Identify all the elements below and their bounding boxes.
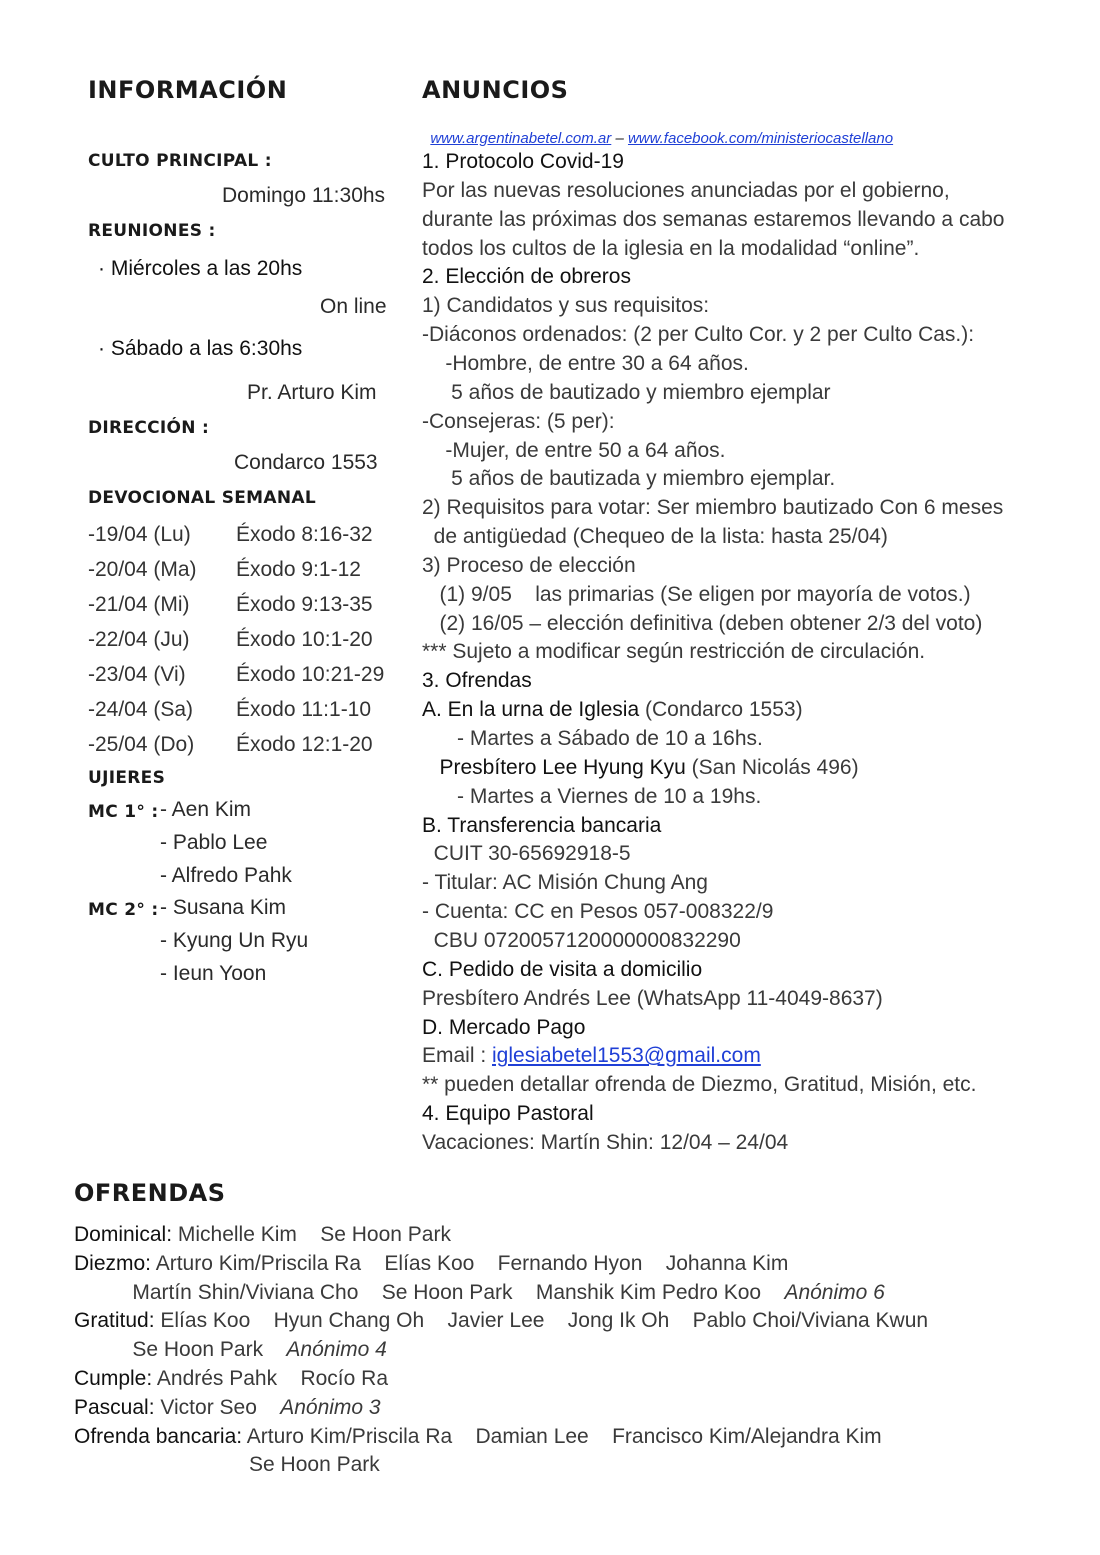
- devocional-ref-text: Éxodo 8:16-32: [236, 523, 373, 546]
- anuncio-line: [422, 897, 773, 926]
- anuncio-text: CUIT 30-65692918-5: [422, 842, 631, 866]
- anuncios-title: ANUNCIOS: [422, 76, 569, 104]
- devocional-ref-text: Éxodo 10:21-29: [236, 663, 385, 686]
- anuncio-text: - Martes a Viernes de 10 a 19hs.: [422, 784, 762, 808]
- facebook-link[interactable]: www.facebook.com/ministeriocastellano: [627, 130, 894, 147]
- anuncio-text: (2) 16/05 – elección definitiva (deben obtener 2/3 del voto): [422, 611, 983, 635]
- anuncio-text: Vacaciones: Martín Shin: 12/04 – 24/04: [422, 1130, 789, 1154]
- anuncio-line: [422, 349, 749, 378]
- ofrenda-names: Michelle Kim Se Hoon Park: [172, 1223, 451, 1246]
- email-link[interactable]: iglesiabetel1553@gmail.com: [492, 1044, 761, 1068]
- devocional-ref-text: Éxodo 9:13-35: [236, 593, 373, 616]
- ofrenda-row: [74, 1450, 380, 1479]
- devocional-ref-text: Éxodo 12:1-20: [236, 733, 373, 756]
- devocional-ref: [236, 625, 373, 654]
- reunion-1-note: On line: [320, 295, 387, 318]
- devocional-row: [88, 695, 193, 724]
- anuncio-text: (1) 9/05 las primarias (Se eligen por mayoría de votos.): [422, 582, 971, 606]
- anuncio-heading: [422, 753, 859, 782]
- ofrenda-names: Se Hoon Park: [74, 1338, 287, 1362]
- mc1-name: - Pablo Lee: [160, 831, 268, 854]
- anuncio-heading: [422, 262, 631, 291]
- anuncio-text: D. Mercado Pago: [422, 1015, 586, 1039]
- devocional-row: [88, 625, 190, 654]
- anuncio-text: CBU 0720057120000000832290: [422, 928, 741, 952]
- ofrenda-row: [74, 1364, 388, 1393]
- anuncio-text: 5 años de bautizado y miembro ejemplar: [422, 380, 831, 404]
- devocional-label: DEVOCIONAL SEMANAL: [88, 488, 316, 508]
- ofrenda-row: [74, 1278, 885, 1307]
- devocional-ref: [236, 660, 384, 689]
- anuncio-line: [422, 464, 835, 493]
- devocional-row: [88, 520, 191, 549]
- anuncio-line: [422, 782, 761, 811]
- ofrenda-names: Victor Seo: [154, 1395, 281, 1419]
- devocional-ref: [236, 520, 373, 549]
- anuncio-text: 4. Equipo Pastoral: [422, 1102, 594, 1126]
- anuncio-line: [422, 1041, 761, 1070]
- devocional-ref-text: Éxodo 9:1-12: [236, 558, 361, 581]
- anuncio-text: - Cuenta: CC en Pesos 057-008322/9: [422, 900, 774, 924]
- ujieres-label: UJIERES: [88, 768, 166, 788]
- anuncio-heading: [422, 1099, 594, 1128]
- anuncio-text: de antigüedad (Chequeo de la lista: hasta 25/04): [422, 525, 888, 549]
- ofrenda-row: [74, 1249, 788, 1278]
- reunion-2: · Sábado a las 6:30hs: [98, 337, 303, 360]
- devocional-row: [88, 555, 197, 584]
- culto-time: Domingo 11:30hs: [222, 184, 386, 207]
- ofrenda-category: Diezmo:: [74, 1251, 152, 1275]
- anuncio-line: [422, 436, 726, 465]
- devocional-date: -20/04 (Ma): [88, 558, 197, 581]
- anuncio-text: Email :: [422, 1044, 493, 1068]
- anuncio-text: -Hombre, de entre 30 a 64 años.: [422, 351, 749, 375]
- anuncio-text: -Mujer, de entre 50 a 64 años.: [422, 438, 726, 462]
- ofrenda-anonymous: Anónimo 4: [286, 1338, 387, 1362]
- anuncio-line: [422, 724, 763, 753]
- mc2-name: - Kyung Un Ryu: [160, 929, 309, 952]
- info-title: INFORMACIÓN: [88, 76, 288, 104]
- anuncio-line: [422, 522, 888, 551]
- anuncio-text: 3) Proceso de elección: [422, 553, 636, 577]
- anuncio-text: durante las próximas dos semanas estaremos llevando a cabo: [422, 207, 1005, 231]
- devocional-ref-text: Éxodo 10:1-20: [236, 628, 373, 651]
- culto-label: CULTO PRINCIPAL :: [88, 151, 272, 171]
- ofrenda-row: [74, 1335, 387, 1364]
- anuncio-line: [422, 580, 971, 609]
- devocional-date: -23/04 (Vi): [88, 663, 186, 686]
- anuncio-line: [422, 1070, 976, 1099]
- reunion-1: · Miércoles a las 20hs: [98, 257, 303, 280]
- link-separator: –: [611, 130, 628, 147]
- anuncio-line: [422, 176, 950, 205]
- anuncio-text: *** Sujeto a modificar según restricción de circulación.: [422, 640, 926, 664]
- anuncio-heading: [422, 147, 624, 176]
- website-link[interactable]: www.argentinabetel.com.ar: [430, 130, 612, 147]
- ofrenda-category: Dominical:: [74, 1223, 173, 1246]
- ofrenda-category: Gratitud:: [74, 1309, 155, 1333]
- anuncio-line: [422, 609, 982, 638]
- mc1-name: - Alfredo Pahk: [160, 864, 292, 887]
- direccion-label: DIRECCIÓN :: [88, 418, 210, 438]
- anuncio-text: -Diáconos ordenados: (2 per Culto Cor. y 2 per Culto Cas.):: [422, 323, 975, 347]
- devocional-date: -24/04 (Sa): [88, 698, 194, 721]
- ofrenda-names: Martín Shin/Viviana Cho Se Hoon Park Manshik Kim Pedro Koo: [74, 1280, 785, 1304]
- devocional-row: [88, 590, 190, 619]
- links-row: [422, 113, 893, 147]
- devocional-date: -21/04 (Mi): [88, 593, 190, 616]
- anuncio-line: [422, 868, 708, 897]
- ofrenda-names: Se Hoon Park: [74, 1453, 380, 1477]
- anuncio-text: 1) Candidatos y sus requisitos:: [422, 294, 710, 318]
- mc2-name: - Ieun Yoon: [160, 962, 267, 985]
- ofrenda-names: Arturo Kim/Priscila Ra Elías Koo Fernando Hyon Johanna Kim: [151, 1251, 789, 1275]
- anuncio-line: [422, 407, 615, 436]
- anuncio-heading: [422, 695, 803, 724]
- mc1-label: MC 1° :: [88, 802, 159, 822]
- anuncio-text: 2. Elección de obreros: [422, 265, 631, 289]
- devocional-row: [88, 730, 194, 759]
- ofrenda-anonymous: Anónimo 6: [784, 1280, 885, 1304]
- anuncio-text: Presbítero Andrés Lee (WhatsApp 11-4049-8637): [422, 986, 883, 1010]
- ofrenda-names: Andrés Pahk Rocío Ra: [152, 1367, 388, 1390]
- anuncio-line: [422, 205, 1004, 234]
- anuncio-text: 5 años de bautizada y miembro ejemplar.: [422, 467, 836, 491]
- devocional-list: [88, 520, 398, 770]
- anuncio-line: [422, 378, 831, 407]
- mc2-name: - Susana Kim: [160, 896, 287, 919]
- anuncio-text: ** pueden detallar ofrenda de Diezmo, Gratitud, Misión, etc.: [422, 1073, 977, 1097]
- direccion-value: Condarco 1553: [234, 451, 378, 474]
- devocional-date: -25/04 (Do): [88, 733, 195, 756]
- anuncio-line: [422, 984, 883, 1013]
- anuncio-text: todos los cultos de la iglesia en la modalidad “online”.: [422, 236, 920, 260]
- reunion-2-note: Pr. Arturo Kim: [247, 381, 377, 404]
- anuncio-detail: (Condarco 1553): [639, 698, 803, 722]
- anuncio-text: 1. Protocolo Covid-19: [422, 150, 624, 173]
- anuncio-text: 3. Ofrendas: [422, 669, 532, 693]
- ofrenda-row: [74, 1422, 882, 1451]
- devocional-date: -19/04 (Lu): [88, 523, 191, 546]
- anuncio-line: [422, 320, 974, 349]
- devocional-date: -22/04 (Ju): [88, 628, 190, 651]
- devocional-ref-text: Éxodo 11:1-10: [236, 698, 372, 721]
- devocional-ref: [236, 590, 373, 619]
- anuncio-text: B. Transferencia bancaria: [422, 813, 662, 837]
- anuncio-text: - Titular: AC Misión Chung Ang: [422, 871, 708, 895]
- devocional-ref: [236, 730, 373, 759]
- ofrenda-row: [74, 1306, 928, 1335]
- anuncio-heading: [422, 666, 532, 695]
- ofrenda-names: Elías Koo Hyun Chang Oh Javier Lee Jong Ik Oh Pablo Choi/Viviana Kwun: [154, 1309, 929, 1333]
- mc2-label: MC 2° :: [88, 900, 159, 920]
- ofrenda-names: Arturo Kim/Priscila Ra Damian Lee Francisco Kim/Alejandra Kim: [242, 1424, 882, 1448]
- anuncio-line: [422, 637, 925, 666]
- anuncio-line: [422, 493, 1003, 522]
- anuncio-line: [422, 1128, 788, 1157]
- anuncio-heading: [422, 811, 661, 840]
- ofrenda-anonymous: Anónimo 3: [280, 1395, 381, 1419]
- anuncio-line: [422, 839, 631, 868]
- ofrenda-row: [74, 1393, 381, 1422]
- anuncio-text: Presbítero Lee Hyung Kyu: [422, 755, 686, 779]
- ofrenda-category: Ofrenda bancaria:: [74, 1424, 243, 1448]
- anuncio-heading: [422, 1013, 585, 1042]
- ofrenda-row: [74, 1220, 451, 1249]
- devocional-row: [88, 660, 186, 689]
- anuncio-line: [422, 291, 709, 320]
- mc1-name: - Aen Kim: [160, 798, 252, 821]
- anuncio-text: A. En la urna de Iglesia: [422, 698, 640, 722]
- anuncio-line: [422, 926, 741, 955]
- devocional-ref: [236, 555, 361, 584]
- devocional-ref: [236, 695, 371, 724]
- anuncio-detail: (San Nicolás 496): [685, 755, 859, 779]
- anuncio-line: [422, 551, 636, 580]
- ofrendas-title: OFRENDAS: [74, 1179, 226, 1207]
- ofrenda-category: Pascual:: [74, 1395, 155, 1419]
- anuncio-text: - Martes a Sábado de 10 a 16hs.: [422, 727, 763, 750]
- anuncio-line: [422, 234, 919, 263]
- anuncio-text: 2) Requisitos para votar: Ser miembro bautizado Con 6 meses: [422, 496, 1004, 520]
- reuniones-label: REUNIONES :: [88, 221, 216, 241]
- anuncio-text: -Consejeras: (5 per):: [422, 409, 615, 433]
- anuncio-text: Por las nuevas resoluciones anunciadas por el gobierno,: [422, 178, 950, 202]
- anuncio-heading: [422, 955, 702, 984]
- ofrenda-category: Cumple:: [74, 1367, 153, 1390]
- anuncio-text: C. Pedido de visita a domicilio: [422, 957, 703, 981]
